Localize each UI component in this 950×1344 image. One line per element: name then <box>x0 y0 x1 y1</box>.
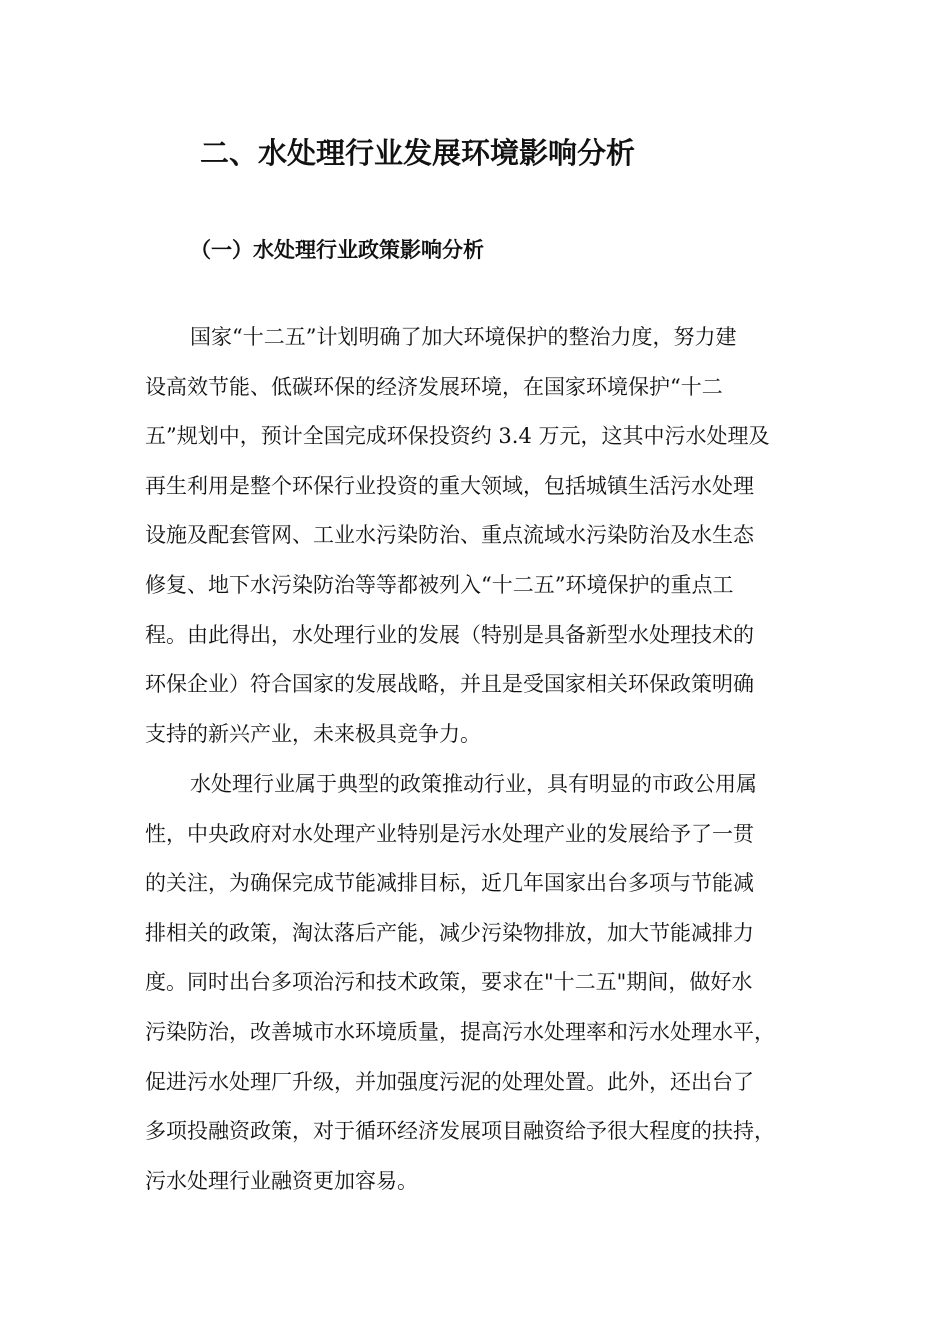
paragraph-line: 五”规划中，预计全国完成环保投资约 3.4 万元，这其中污水处理及 <box>145 424 770 449</box>
paragraph-line: 排相关的政策，淘汰落后产能，减少污染物排放，加大节能减排力 <box>145 920 754 945</box>
section-title: 二、水处理行业发展环境影响分析 <box>200 136 636 170</box>
paragraph-line: 设高效节能、低碳环保的经济发展环境，在国家环境保护“十二 <box>145 374 723 399</box>
paragraph-line: 促进污水处理厂升级，并加强度污泥的处理处置。此外，还出台了 <box>145 1069 754 1094</box>
paragraph-line: 修复、地下水污染防治等等都被列入“十二五”环境保护的重点工 <box>145 572 734 597</box>
paragraph-line: 性，中央政府对水处理产业特别是污水处理产业的发展给予了一贯 <box>145 821 754 846</box>
subsection-title: （一）水处理行业政策影响分析 <box>190 238 484 262</box>
paragraph-line: 多项投融资政策，对于循环经济发展项目融资给予很大程度的扶持， <box>145 1119 775 1144</box>
paragraph-line: 污水处理行业融资更加容易。 <box>145 1168 418 1193</box>
paragraph-1 <box>145 313 825 759</box>
paragraph-line: 设施及配套管网、工业水污染防治、重点流域水污染防治及水生态 <box>145 523 754 548</box>
paragraph-line: 再生利用是整个环保行业投资的重大领域，包括城镇生活污水处理 <box>145 473 754 498</box>
paragraph-line: 度。同时出台多项治污和技术政策，要求在"十二五"期间，做好水 <box>145 970 753 995</box>
paragraph-line: 污染防治，改善城市水环境质量，提高污水处理率和污水处理水平， <box>145 1019 775 1044</box>
paragraph-line: 国家“十二五”计划明确了加大环境保护的整治力度，努力建 <box>190 325 737 349</box>
paragraph-2 <box>145 760 825 1206</box>
paragraph-line: 水处理行业属于典型的政策推动行业，具有明显的市政公用属 <box>190 772 757 796</box>
paragraph-line: 的关注，为确保完成节能减排目标，近几年国家出台多项与节能减 <box>145 871 754 896</box>
paragraph-line: 环保企业）符合国家的发展战略，并且是受国家相关环保政策明确 <box>145 672 754 697</box>
paragraph-line: 程。由此得出，水处理行业的发展（特别是具备新型水处理技术的 <box>145 622 754 647</box>
paragraph-line: 支持的新兴产业，未来极具竞争力。 <box>145 721 481 746</box>
